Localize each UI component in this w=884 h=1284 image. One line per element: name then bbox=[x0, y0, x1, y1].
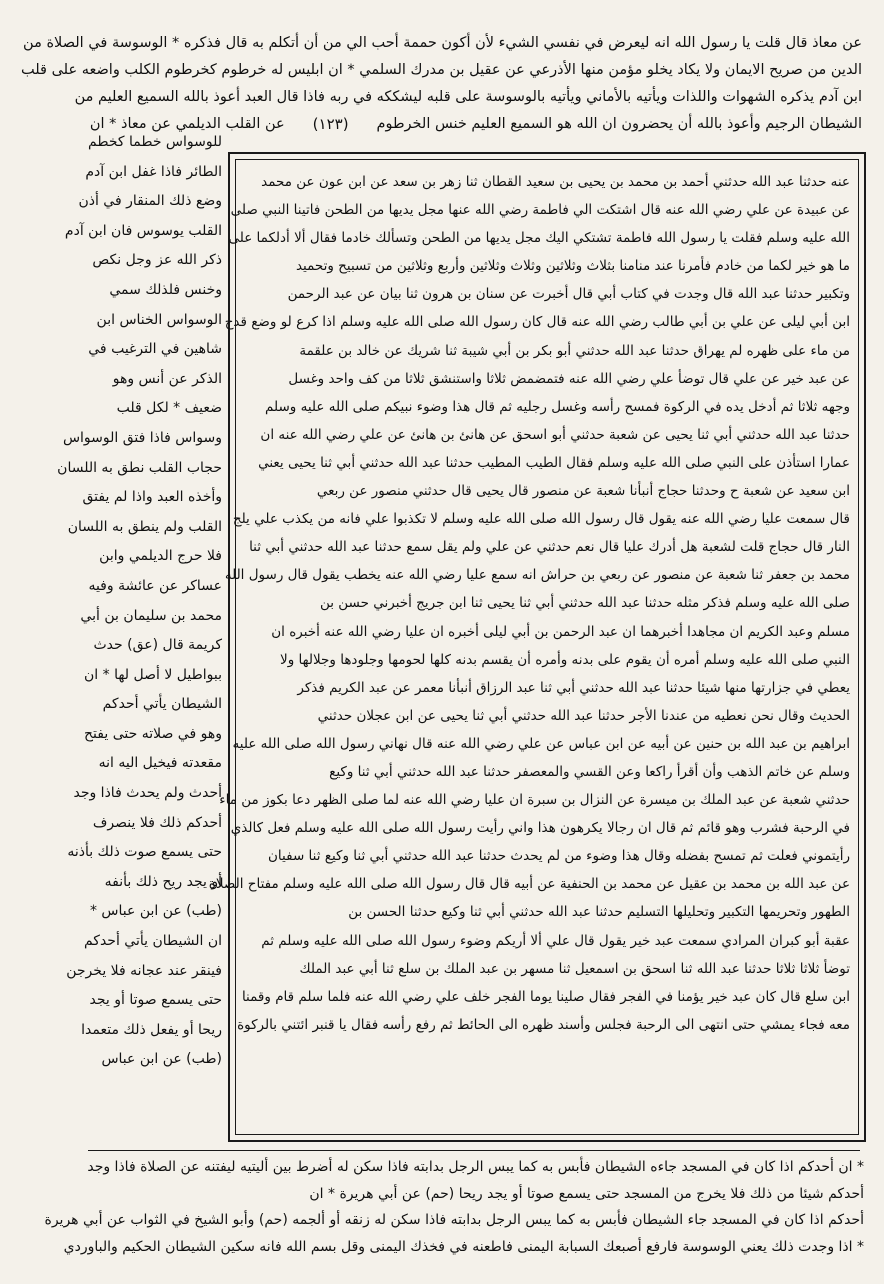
margin-text-line: حجاب القلب نطق به اللسان bbox=[57, 459, 222, 476]
margin-text-line: حتى يسمع صوتا أو يجد bbox=[89, 992, 222, 1009]
margin-text-line: حتى يسمع صوت ذلك بأذنه bbox=[67, 844, 222, 861]
bottom-text-line: أحدكم اذا كان في المسجد جاء الشيطان فأبس به كما يبس الرجل بدابته فاذا سكن له زنقه أو ألجمه (حم) وأبو الشيخ في الثواب عن أبي هريرة bbox=[44, 1212, 864, 1228]
margin-text-line: فينقر عند عجانه فلا يخرجن bbox=[66, 962, 222, 979]
top-line: عن معاذ قال قلت يا رسول الله انه ليعرض في نفسي الشيء لأن أكون حممة أحب الي من أن أتكلم به قال فذكره * الوسوسة في الصلاة من bbox=[23, 35, 862, 51]
main-text-line: قال سمعت عليا رضي الله عنه يقول قال رسول الله صلى الله عليه وسلم لا تكذبوا علي فانه من يكذب علي يلج bbox=[232, 511, 850, 528]
bottom-text-line: * ان أحدكم اذا كان في المسجد جاءه الشيطان فأبس به كما يبس الرجل بدابته فاذا سكن له أضرط بين أليتيه ليفتنه عن الصلاة فاذا وجد bbox=[87, 1159, 864, 1175]
margin-text-line: محمد بن سليمان بن أبي bbox=[80, 607, 222, 624]
bottom-text-line: أحدكم شيئا من ذلك فلا يخرج من المسجد حتى يسمع صوتا أو يجد ريحا (حم) عن أبي هريرة * ان bbox=[309, 1185, 864, 1202]
main-text-line: عن عبد خير عن علي قال توضأ علي رضي الله عنه فتمضمض ثلاثا واستنشق ثلاثا من كف واحد وغسل bbox=[288, 370, 850, 387]
margin-text-line: أو يجد ريح ذلك بأنفه bbox=[104, 873, 222, 890]
main-text-line: ابن سلع قال كان عبد خير يؤمنا في الفجر فقال صلينا يوما الفجر خلف علي رضي الله عنه فلما سلم قام وقمنا bbox=[241, 988, 850, 1005]
margin-text-line: فلا حرج الديلمي وابن bbox=[99, 548, 222, 565]
main-text-line bbox=[244, 1095, 850, 1123]
main-text-line: النار قال حجاج قلت لشعبة هل أدرك عليا قال نعم حدثني عن علي ولم يقل سمع حدثنا عبد الله حدثني أبي ثنا bbox=[249, 539, 850, 556]
main-text-line: رأيتموني فعلت ثم تمسح بفضله وقال هذا وضوء من لم يحدث حدثنا عبد الله حدثني أبي ثنا وكيع ثنا سفيان bbox=[268, 848, 850, 865]
margin-text-line: للوسواس خطما كخطم bbox=[88, 134, 222, 150]
margin-text-line: الوسواس الخناس ابن bbox=[96, 311, 222, 328]
margin-text-line: أحدكم ذلك فلا ينصرف bbox=[92, 814, 222, 831]
main-text-line: الطهور وتحريمها التكبير وتحليلها التسليم حدثنا عبد الله حدثني أبي ثنا وكيع حدثنا الحسن بن bbox=[348, 904, 850, 921]
main-text-line: مسلم وعبد الكريم ان مجاهدا أخبرهما ان عبد الرحمن بن أبي ليلى أخبره ان عليا رضي الله عنه أخبره ان bbox=[271, 623, 850, 640]
margin-text-line: وأخذه العبد واذا لم يفتق bbox=[82, 489, 222, 506]
main-text-line: حدثني شعبة عن عبد الملك بن ميسرة عن النزال بن سبرة ان عليا رضي الله عنه لما صلى الظهر دعا بكوز من ماء bbox=[219, 792, 850, 809]
main-text-line: الحديث وقال نحن نعطيه من عندنا الأجر حدثنا عبد الله حدثني أبي ثنا يحيى عن ابن عجلان حدثني bbox=[317, 707, 850, 724]
framed-hadith-text bbox=[208, 168, 850, 1126]
margin-text-line: القلب يوسوس فان ابن آدم bbox=[64, 222, 222, 239]
margin-text-line: الشيطان يأتي أحدكم bbox=[102, 696, 222, 713]
main-text-line: في الرحبة فشرب وهو قائم ثم قال ان رجالا يكرهون هذا واني رأيت رسول الله صلى الله عليه وسلم فعل كالذي bbox=[230, 820, 850, 837]
main-text-line: عنه حدثنا عبد الله حدثني أحمد بن محمد بن يحيى بن سعيد القطان ثنا زهر بن سعد عن ابن عون عن محمد bbox=[261, 174, 850, 190]
margin-text-line: شاهين في الترغيب في bbox=[88, 341, 222, 358]
margin-text-line: وهو في صلاته حتى يفتح bbox=[84, 725, 222, 742]
margin-text-line: ريحا أو يفعل ذلك متعمدا bbox=[81, 1021, 222, 1038]
main-text-line bbox=[244, 1067, 850, 1095]
main-text-line: يعطي في جزارتها منها شيئا حدثنا عبد الله حدثني أبي ثنا عبد الرزاق أنبأنا معمر عن عبد الكريم فذكر bbox=[297, 679, 850, 696]
margin-text-line bbox=[62, 1075, 222, 1105]
margin-text-line: وخنس فلذلك سمي bbox=[109, 281, 222, 298]
bottom-text-block bbox=[44, 1154, 864, 1266]
main-text-line: صلى الله عليه وسلم فذكر مثله حدثنا عبد الله حدثني أبي ثنا يحيى ثنا ابن جريج أخبرني حسن بن bbox=[319, 595, 850, 612]
main-text-line: ابن أبي ليلى عن علي بن أبي طالب رضي الله عنه قال كان رسول الله صلى الله عليه وسلم اذا كرع لو وضع قدح bbox=[224, 314, 850, 331]
top-line-with-page-number bbox=[89, 111, 862, 138]
main-text-line: توضأ ثلاثا ثلاثا حدثنا عبد الله ثنا اسحق بن اسمعيل ثنا مسهر بن عبد الملك بن سلع ثنا أبي عبد الملك bbox=[299, 960, 850, 977]
margin-text-line: القلب ولم ينطق به اللسان bbox=[67, 518, 222, 535]
main-text-line: ما هو خير لكما من خادم فأمرنا عند منامنا بثلاث وثلاثين وثلاث وثلاثين وأربع وثلاثين من تسبيح وتحميد bbox=[295, 258, 850, 275]
margin-text-line: عساكر عن عائشة وفيه bbox=[88, 577, 222, 594]
margin-text-line bbox=[62, 1105, 222, 1135]
main-text-line bbox=[244, 1039, 850, 1067]
margin-text-line: الذكر عن أنس وهو bbox=[112, 370, 222, 387]
margin-text-line: (طب) عن ابن عباس bbox=[101, 1051, 222, 1068]
margin-text-line: أحدث ولم يحدث فاذا وجد bbox=[73, 785, 222, 802]
main-text-line: عن عبيدة عن علي رضي الله عنه قال اشتكت الي فاطمة رضي الله عنها مجل يديها من الطحن فاتينا النبي صلى bbox=[230, 202, 850, 219]
main-text-line: وجهه ثلاثا ثم أدخل يده في الركوة فمسح رأسه وغسل رجليه ثم قال هذا وضوء نبيكم صلى الله عليه وسلم bbox=[265, 398, 850, 415]
bottom-text-line: * اذا وجدت ذلك يعني الوسوسة فارفع أصبعك السبابة اليمنى فاطعنه في فخذك اليمنى وقل بسم الله فانه سكين الشيطان الحكيم والباوردي bbox=[63, 1238, 864, 1255]
main-text-line: وسلم عن خاتم الذهب وأن أقرأ راكعا وعن القسي والمعصفر حدثنا عبد الله حدثني أبي ثنا وكيع bbox=[329, 763, 850, 780]
main-text-line: ابن سعيد عن شعبة ح وحدثنا حجاج أنبأنا شعبة عن منصور قال يحيى قال حدثني منصور عن ربعي bbox=[316, 483, 850, 500]
main-text-line: الله عليه وسلم فقلت يا رسول الله فاطمة تشتكي اليك مجل يديها من الطحن وتسألك خادما فقال ألا أدلكما على bbox=[228, 230, 850, 247]
margin-text-line: وضع ذلك المنقار في أذن bbox=[78, 193, 222, 210]
main-text-line: النبي صلى الله عليه وسلم أمره أن يقوم على بدنه وأمره أن يقسم بدنه كلها لحومها وجلودها وجلالها ولا bbox=[280, 651, 850, 668]
top-line: الدين من صريح الايمان ولا يكاد يخلو مؤمن منها الأذرعي عن عقيل بن مدرك السلمي * ان ابليس له خرطوم كخرطوم الكلب واضعه على قلب bbox=[20, 62, 862, 78]
main-text-line: وتكبير حدثنا عبد الله قال وجدت في كتاب أبي قال أخبرت عن سنان بن هرون ثنا بيان عن عبد الرحمن bbox=[287, 286, 850, 303]
top-line: ابن آدم يذكره الشهوات واللذات ويأتيه بالأماني ويأتيه بالوسوسة على قلبه ليشككه في ربه فاذا قال العبد أعوذ بالله السميع العليم من bbox=[74, 89, 862, 105]
top-line-left-part: عن القلب الديلمي عن معاذ * ان bbox=[89, 116, 285, 132]
main-text-line: عن عبد الله بن محمد بن عقيل عن محمد بن الحنفية عن أبيه قال قال رسول الله صلى الله عليه وسلم مفتاح الصلاة bbox=[208, 876, 850, 893]
main-text-line: محمد بن جعفر ثنا شعبة عن منصور عن ربعي بن حراش انه سمع عليا رضي الله عنه يخطب يقول قال رسول الله bbox=[224, 567, 850, 584]
margin-text-line: وسواس فاذا فتق الوسواس bbox=[62, 429, 222, 446]
margin-text-line: ببواطيل لا أصل لها * ان bbox=[84, 666, 222, 683]
margin-text-line: ذكر الله عز وجل نكص bbox=[92, 252, 222, 269]
main-text-line: عمارا استأذن على النبي صلى الله عليه وسلم فقال الطيب المطيب حدثنا عبد الله حدثني أبي ثنا يحيى يعني bbox=[258, 454, 850, 471]
margin-text-line: (طب) عن ابن عباس * bbox=[89, 903, 222, 920]
margin-text-line: كريمة قال (عق) حدث bbox=[93, 637, 222, 654]
main-text-line: عقبة أبو كبران المرادي سمعت عبد خير يقول قال علي ألا أريكم وضوء رسول الله صلى الله عليه وسلم ثم bbox=[261, 932, 850, 949]
margin-text-line: الطائر فاذا غفل ابن آدم bbox=[85, 163, 222, 180]
main-text-line: من ماء على ظهره لم يهراق حدثنا عبد الله حدثني أبو بكر بن أبي شيبة ثنا شريك عن خالد بن علقمة bbox=[299, 342, 850, 359]
margin-text-line: ضعيف * لكل قلب bbox=[116, 400, 222, 417]
margin-column-text bbox=[57, 128, 222, 1140]
top-text-block bbox=[20, 30, 862, 152]
top-line-right-part: الشيطان الرجيم وأعوذ بالله أن يحضرون ان الله هو السميع العليم خنس الخرطوم bbox=[376, 116, 862, 132]
main-text-line: معه فجاء يمشي حتى انتهى الى الرحبة فجلس وأسند ظهره الى الحائط ثم رفع رأسه فقال يا قنبر ائتني بالركوة bbox=[237, 1016, 850, 1033]
main-text-line: ابراهيم بن عبد الله بن حنين عن أبيه عن ابن عباس عن علي رضي الله عنه قال نهاني رسول الله صلى الله عليه bbox=[232, 735, 850, 752]
page-number: (١٢٣) bbox=[312, 115, 349, 133]
margin-text-line: مقعدته فيخيل اليه انه bbox=[98, 755, 222, 772]
main-text-line: حدثنا عبد الله حدثني أبي ثنا يحيى عن شعبة حدثني أبو اسحق عن هانئ بن هانئ عن علي رضي الله عنه ان bbox=[260, 426, 850, 443]
margin-text-line: ان الشيطان يأتي أحدكم bbox=[83, 933, 222, 950]
bottom-divider bbox=[88, 1150, 860, 1151]
